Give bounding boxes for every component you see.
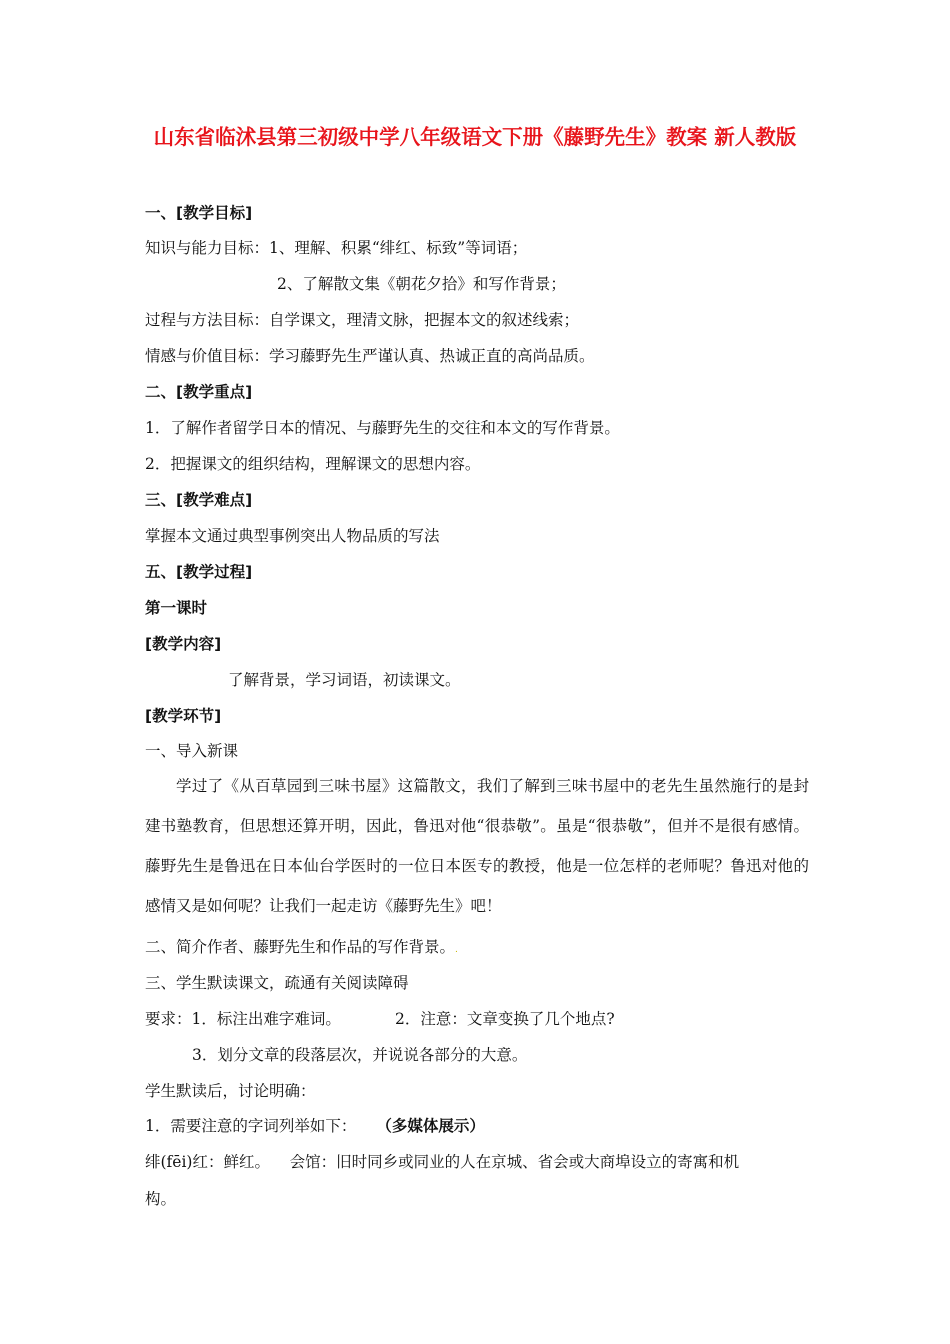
focus-item-1: 1．了解作者留学日本的情况、与藤野先生的交往和本文的写作背景。: [145, 419, 620, 437]
vocab-line-1: 绯(fēi)红：鲜红。 会馆：旧时同乡或同业的人在京城、省会或大商埠设立的寄寓和机: [145, 1153, 740, 1171]
requirement-2: 2．注意：文章变换了几个地点?: [395, 1010, 615, 1028]
step-2-heading: [145, 937, 458, 960]
focus-item-2: 2．把握课文的组织结构，理解课文的思想内容。: [145, 455, 481, 473]
difficulty-text: 掌握本文通过典型事例突出人物品质的写法: [145, 527, 440, 545]
intro-paragraph: 学过了《从百草园到三味书屋》这篇散文，我们了解到三味书屋中的老先生虽然施行的是封建书塾教育，但思想还算开明，因此，鲁迅对他“很恭敬”。虽是“很恭敬”，但并不是很有感情。藤野先生是鲁迅在日本仙台学医时的一位日本医专的教授，他是一位怎样的老师呢？鲁迅对他的感情又是如何呢？让我们一起走访《藤野先生》吧！: [145, 777, 809, 915]
after-reading-text: 学生默读后，讨论明确：: [145, 1082, 316, 1100]
requirement-3: 3．划分文章的段落层次，并说说各部分的大意。: [192, 1046, 528, 1064]
goal-knowledge-line-1: 知识与能力目标：1、理解、积累“绯红、标致”等词语；: [145, 239, 528, 257]
heading-teaching-content: [教学内容]: [145, 635, 222, 653]
lesson-1-heading: 第一课时: [145, 599, 208, 617]
goal-knowledge-line-2: 2、了解散文集《朝花夕拾》和写作背景；: [277, 275, 566, 293]
requirement-1: 要求：1．标注出难字难词。: [145, 1010, 341, 1028]
edit-mark: .: [455, 945, 458, 955]
heading-teaching-process: 五、[教学过程]: [145, 563, 253, 581]
heading-teaching-steps: [教学环节]: [145, 707, 222, 725]
heading-teaching-goals: 一、[教学目标]: [145, 204, 253, 222]
words-intro-text: 1．需要注意的字词列举如下：: [145, 1117, 357, 1135]
step-3-heading: 三、学生默读课文，疏通有关阅读障碍: [145, 974, 409, 992]
heading-teaching-difficulty: 三、[教学难点]: [145, 491, 253, 509]
goal-process: 过程与方法目标：自学课文，理清文脉，把握本文的叙述线索；: [145, 311, 580, 329]
step-1-heading: 一、导入新课: [145, 742, 239, 760]
vocab-line-2: 构。: [145, 1190, 177, 1208]
document-title: 山东省临沭县第三初级中学八年级语文下册《藤野先生》教案 新人教版: [153, 125, 797, 149]
multimedia-label: （多媒体展示）: [376, 1117, 485, 1135]
teaching-content-text: 了解背景，学习词语，初读课文。: [228, 671, 461, 689]
heading-teaching-focus: 二、[教学重点]: [145, 383, 253, 401]
words-intro-line: [145, 1116, 485, 1136]
step-2-text: 二、简介作者、藤野先生和作品的写作背景。: [145, 938, 456, 956]
goal-emotion: 情感与价值目标：学习藤野先生严谨认真、热诚正直的高尚品质。: [145, 347, 595, 365]
